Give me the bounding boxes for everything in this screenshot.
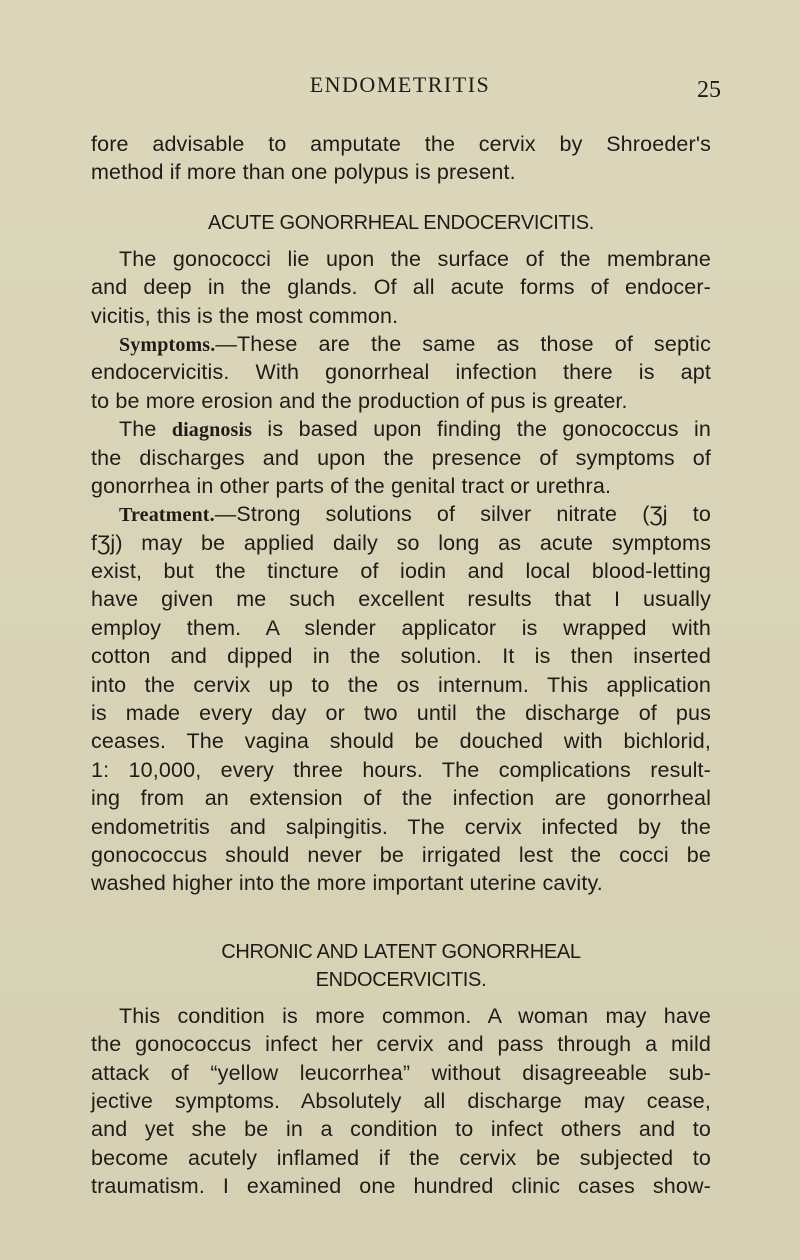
running-head: ENDOMETRITIS bbox=[309, 72, 491, 97]
text-line: the discharges and upon the presence of symptoms of bbox=[91, 445, 711, 470]
text-segment: The bbox=[119, 417, 172, 442]
run-in-heading-treatment: Treatment. bbox=[119, 504, 215, 527]
text-line: gonococcus should never be irrigated lest the cocci be bbox=[91, 842, 711, 867]
text-line: into the cervix up to the os internum. This application bbox=[91, 672, 711, 697]
text-line: and deep in the glands. Of all acute forms of endocer- bbox=[91, 275, 711, 300]
text-line: and yet she be in a condition to infect others and to bbox=[91, 1117, 711, 1142]
text-line: This condition is more common. A woman may have bbox=[119, 1003, 711, 1028]
text-line: ceases. The vagina should be douched with bichlorid, bbox=[91, 729, 711, 754]
text-line: the gonococcus infect her cervix and pass through a mild bbox=[91, 1032, 711, 1057]
text-line: is made every day or two until the discharge of pus bbox=[91, 701, 711, 726]
text-segment: —These are the same as those of septic bbox=[215, 331, 711, 356]
text-line bbox=[91, 415, 711, 443]
text-line: cotton and dipped in the solution. It is then inserted bbox=[91, 644, 711, 669]
text-line: vicitis, this is the most common. bbox=[91, 303, 399, 328]
text-segment: —Strong solutions of silver nitrate (Ʒj to bbox=[214, 502, 711, 527]
section-heading-chronic-line1: CHRONIC AND LATENT GONORRHEAL bbox=[221, 940, 581, 963]
text-line bbox=[91, 330, 711, 358]
text-line: traumatism. I examined one hundred clinic cases show- bbox=[91, 1174, 711, 1199]
paragraph-symptoms bbox=[91, 330, 711, 415]
paragraph-gonococci bbox=[91, 245, 711, 330]
text-line: exist, but the tincture of iodin and local blood-letting bbox=[91, 559, 711, 584]
body-text bbox=[91, 130, 711, 1201]
text-segment: is based upon finding the gonococcus in bbox=[252, 417, 711, 442]
text-line bbox=[91, 500, 711, 528]
text-line: 1: 10,000, every three hours. The complications result- bbox=[91, 757, 711, 782]
text-line: method if more than one polypus is present. bbox=[91, 160, 516, 185]
text-line: endometritis and salpingitis. The cervix infected by the bbox=[91, 814, 711, 839]
text-line: have given me such excellent results that I usually bbox=[91, 587, 711, 612]
text-line: gonorrhea in other parts of the genital tract or urethra. bbox=[91, 473, 612, 498]
text-line: ing from an extension of the infection are gonorrheal bbox=[91, 786, 711, 811]
run-in-heading-symptoms: Symptoms. bbox=[119, 333, 216, 356]
text-line: fore advisable to amputate the cervix by Shroeder's bbox=[91, 132, 711, 156]
paragraph-treatment bbox=[91, 500, 711, 897]
paragraph-diagnosis bbox=[91, 415, 711, 500]
text-line: endocervicitis. With gonorrheal infection there is apt bbox=[91, 360, 711, 385]
intro-paragraph bbox=[91, 130, 711, 187]
section-heading-chronic-line2: ENDOCERVICITIS. bbox=[315, 968, 487, 991]
text-line: washed higher into the more important uterine cavity. bbox=[91, 871, 603, 896]
text-line: to be more erosion and the production of pus is greater. bbox=[91, 388, 628, 413]
text-line: fƷj) may be applied daily so long as acute symptoms bbox=[91, 530, 711, 555]
text-line: attack of “yellow leucorrhea” without disagreeable sub- bbox=[91, 1060, 711, 1085]
paragraph-chronic bbox=[91, 1002, 711, 1201]
text-line: jective symptoms. Absolutely all discharge may cease, bbox=[91, 1088, 711, 1113]
section-heading-acute: ACUTE GONORRHEAL ENDOCERVICITIS. bbox=[207, 211, 594, 234]
page-number: 25 bbox=[697, 77, 721, 103]
text-line: become acutely inflamed if the cervix be subjected to bbox=[91, 1145, 711, 1170]
run-in-heading-diagnosis: diagnosis bbox=[171, 419, 253, 442]
text-line: employ them. A slender applicator is wrapped with bbox=[91, 615, 711, 640]
text-line: The gonococci lie upon the surface of the membrane bbox=[119, 246, 711, 271]
